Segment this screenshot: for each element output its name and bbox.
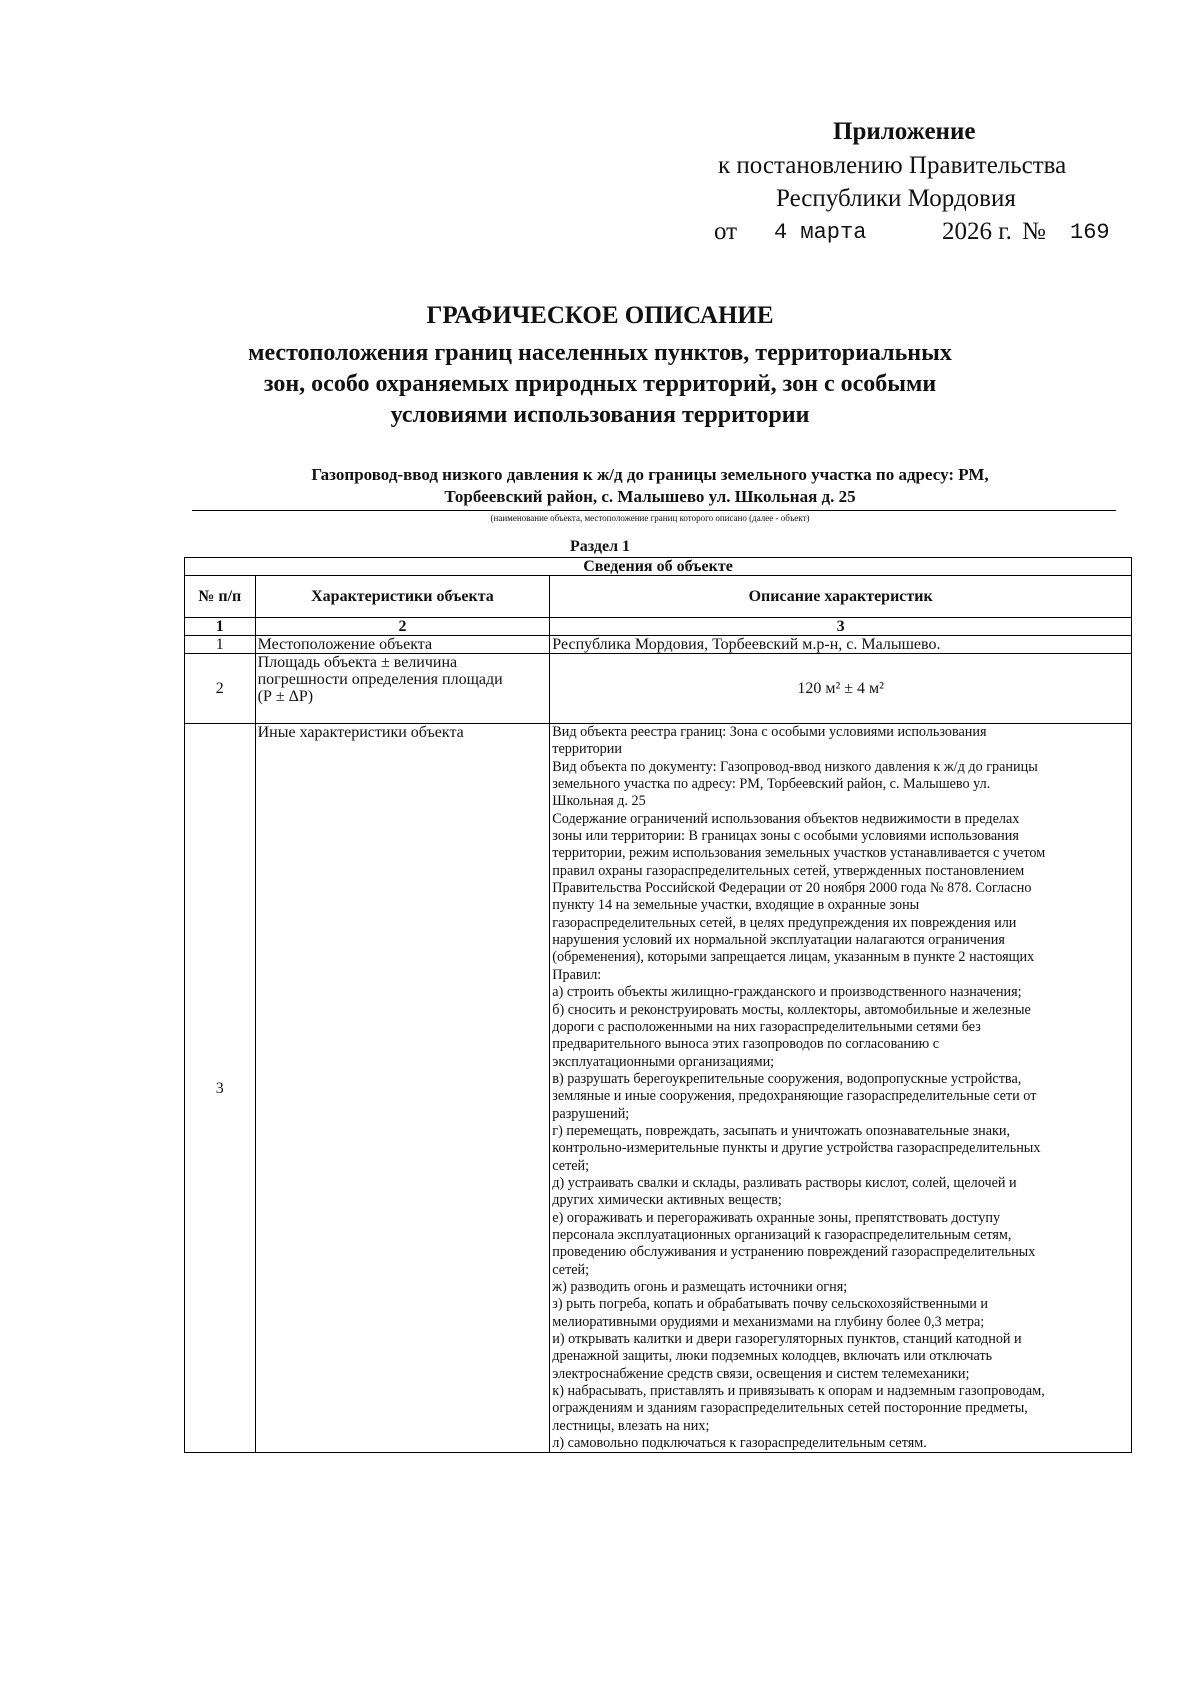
description-line: лестницы, влезать на них; bbox=[552, 1417, 710, 1434]
description-line: ж) разводить огонь и размещать источники огня; bbox=[552, 1279, 848, 1295]
description-line: других химически активных веществ; bbox=[552, 1192, 782, 1209]
description-line: дренажной защиты, люки подземных колодцев, включать или отключать bbox=[552, 1348, 993, 1365]
object-name-line: Торбеевский район, с. Малышево ул. Школьная д. 25 bbox=[444, 487, 856, 506]
characteristic-line: погрешности определения площади bbox=[257, 671, 503, 688]
description-line: территории, режим использования земельных участков устанавливается с учетом bbox=[552, 845, 1046, 862]
description-line: персонала эксплуатационных организаций к газораспределительным сетям, bbox=[552, 1226, 1012, 1243]
row-characteristic: Местоположение объекта bbox=[255, 636, 550, 654]
resolution-date: 4 марта bbox=[774, 220, 867, 245]
row-description bbox=[550, 724, 1132, 1453]
header-description: Описание характеристик bbox=[550, 576, 1132, 618]
subtitle-line: условиями использования территории bbox=[390, 402, 810, 428]
table-header-row bbox=[185, 576, 1132, 618]
description-line: сетей; bbox=[552, 1261, 590, 1278]
from-label: от bbox=[714, 218, 738, 245]
description-line: д) устраивать свалки и склады, разливать растворы кислот, солей, щелочей и bbox=[552, 1174, 1017, 1191]
object-info-table bbox=[184, 557, 1132, 1453]
description-line: земляные и иные сооружения, предохраняющие газораспределительные сети от bbox=[552, 1088, 1037, 1105]
appendix-date-row bbox=[714, 218, 1124, 250]
description-line: предварительного выноса этих газопроводов по согласованию с bbox=[552, 1036, 940, 1053]
description-line: (обременения), которыми запрещается лицам, указанным в пункте 2 настоящих bbox=[552, 949, 1035, 966]
description-line: л) самовольно подключаться к газораспределительным сетям. bbox=[552, 1435, 927, 1452]
object-name bbox=[200, 464, 1100, 508]
resolution-number: 169 bbox=[1070, 220, 1110, 245]
description-line: земельного участка по адресу: РМ, Торбеевский район, с. Малышево ул. bbox=[552, 776, 991, 793]
description-line: б) сносить и реконструировать мосты, коллекторы, автомобильные и железные bbox=[552, 1001, 1031, 1018]
description-line: е) огораживать и перегораживать охранные зоны, препятствовать доступу bbox=[552, 1209, 1001, 1226]
description-line: ограждениям и зданиям газораспределительных сетей посторонние предметы, bbox=[552, 1400, 1028, 1417]
row-characteristic bbox=[255, 654, 550, 724]
characteristic-line: (Р ± ΔР) bbox=[257, 688, 314, 705]
description-line: Правительства Российской Федерации от 20 ноября 2000 года № 878. Согласно bbox=[552, 880, 1032, 897]
row-characteristic: Иные характеристики объекта bbox=[255, 724, 550, 1453]
section-title: Раздел 1 bbox=[569, 538, 631, 555]
description-line: Школьная д. 25 bbox=[552, 793, 646, 810]
document-title: ГРАФИЧЕСКОЕ ОПИСАНИЕ bbox=[426, 302, 774, 329]
number-sign: № bbox=[1022, 218, 1046, 245]
description-line: зоны или территории: В границах зоны с особыми условиями использования bbox=[552, 828, 1019, 845]
column-number: 1 bbox=[185, 618, 256, 636]
header-num bbox=[185, 576, 256, 618]
characteristic-line: Площадь объекта ± величина bbox=[257, 654, 458, 671]
header-num-label: № п/п bbox=[198, 588, 242, 605]
description-line: к) набрасывать, приставлять и привязывать к опорам и надземным газопроводам, bbox=[552, 1383, 1045, 1400]
description-line: нарушения условий их нормальной эксплуатации налагаются ограничения bbox=[552, 932, 1005, 949]
row-num: 3 bbox=[185, 724, 256, 1453]
description-line: мелиоративными орудиями и механизмами на глубину более 0,3 метра; bbox=[552, 1313, 985, 1330]
table-title: Сведения об объекте bbox=[185, 558, 1132, 576]
description-line: правил охраны газораспределительных сетей, утвержденных постановлением bbox=[552, 862, 1025, 879]
table-title-row bbox=[185, 558, 1132, 576]
appendix-line-1: к постановлению Правительства bbox=[718, 152, 1067, 179]
description-line: г) перемещать, повреждать, засыпать и уничтожать опознавательные знаки, bbox=[552, 1122, 1011, 1139]
description-line: территории bbox=[552, 741, 622, 758]
column-number-row bbox=[185, 618, 1132, 636]
document-subtitle bbox=[200, 338, 1000, 431]
description-line: з) рыть погреба, копать и обрабатывать почву сельскохозяйственными и bbox=[552, 1296, 988, 1313]
description-line: в) разрушать берегоукрепительные сооружения, водопропускные устройства, bbox=[552, 1070, 1022, 1087]
description-line: Вид объекта по документу: Газопровод-ввод низкого давления к ж/д до границы bbox=[552, 758, 1038, 775]
appendix-title: Приложение bbox=[833, 118, 976, 145]
table-row bbox=[185, 724, 1132, 1453]
table-row bbox=[185, 636, 1132, 654]
description-line: и) открывать калитки и двери газорегуляторных пунктов, станций катодной и bbox=[552, 1331, 1022, 1348]
description-line: контрольно-измерительные пункты и другие устройства газораспределительных bbox=[552, 1140, 1041, 1157]
column-number: 2 bbox=[255, 618, 550, 636]
subtitle-line: зон, особо охраняемых природных территорий, зон с особыми bbox=[263, 371, 937, 397]
description-line: газораспределительных сетей, в целях предупреждения их повреждения или bbox=[552, 914, 1017, 931]
subtitle-line: местоположения границ населенных пунктов, территориальных bbox=[248, 340, 952, 366]
object-caption: (наименование объекта, местоположение границ которого описано (далее - объект) bbox=[490, 513, 810, 523]
object-name-line: Газопровод-ввод низкого давления к ж/д до границы земельного участка по адресу: РМ, bbox=[311, 465, 989, 484]
description-line: Содержание ограничений использования объектов недвижимости в пределах bbox=[552, 810, 1020, 827]
appendix-line-2: Республики Мордовия bbox=[776, 185, 1016, 212]
description-line: Правил: bbox=[552, 966, 602, 983]
description-line: электроснабжение средств связи, освещения и систем телемеханики; bbox=[552, 1365, 970, 1382]
description-line: эксплуатационными организациями; bbox=[552, 1053, 775, 1070]
row-num: 2 bbox=[185, 654, 256, 724]
description-line: дороги с расположенными на них газораспределительными сетями без bbox=[552, 1018, 981, 1035]
description-line: проведению обслуживания и устранению повреждений газораспределительных bbox=[552, 1244, 1036, 1261]
row-num: 1 bbox=[185, 636, 256, 654]
description-line: Вид объекта реестра границ: Зона с особыми условиями использования bbox=[552, 724, 987, 740]
resolution-year: 2026 г. bbox=[942, 218, 1012, 245]
description-line: а) строить объекты жилищно-гражданского и производственного назначения; bbox=[552, 984, 1022, 1001]
column-number: 3 bbox=[550, 618, 1132, 636]
row-description: Республика Мордовия, Торбеевский м.р-н, с. Малышево. bbox=[550, 636, 1132, 654]
description-line: разрушений; bbox=[552, 1105, 630, 1122]
object-name-underline bbox=[192, 510, 1116, 511]
row-description: 120 м² ± 4 м² bbox=[550, 654, 1132, 724]
description-line: пункту 14 на земельные участки, входящие в охранные зоны bbox=[552, 897, 920, 914]
table-row bbox=[185, 654, 1132, 724]
header-characteristics: Характеристики объекта bbox=[255, 576, 550, 618]
description-line: сетей; bbox=[552, 1157, 590, 1174]
